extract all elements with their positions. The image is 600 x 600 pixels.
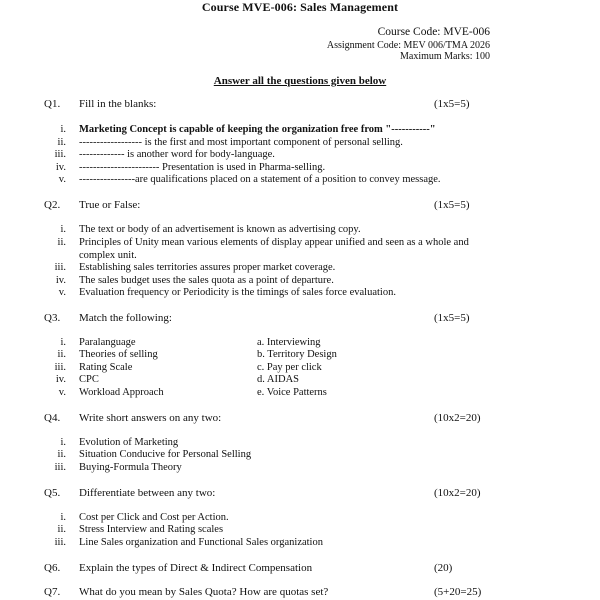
- item-number: i.: [60, 512, 66, 523]
- item-text: ------------------ is the first and most important component of personal selling.: [79, 137, 403, 148]
- item-text: ------------- is another word for body-language.: [79, 149, 275, 160]
- item-text: Evaluation frequency or Periodicity is the timings of sales force evaluation.: [79, 287, 396, 298]
- item-number: ii.: [57, 449, 66, 460]
- item-text: Theories of selling: [79, 349, 158, 360]
- question-4: [44, 412, 564, 426]
- question-marks: (1x5=5): [434, 312, 470, 324]
- item-text: Workload Approach: [79, 387, 164, 398]
- item-number: i.: [60, 224, 66, 235]
- question-marks: (5+20=25): [434, 586, 482, 598]
- item-number: v.: [58, 174, 66, 185]
- item-number: iii.: [54, 537, 66, 548]
- item-number: iii.: [54, 362, 66, 373]
- question-number: Q3.: [44, 312, 61, 324]
- question-number: Q5.: [44, 487, 61, 499]
- item-number: iv.: [55, 374, 66, 385]
- item-text: ----------------are qualifications placed on a statement of a position to convey message.: [79, 174, 441, 185]
- question-text: Explain the types of Direct & Indirect Compensation: [79, 562, 313, 574]
- question-1: [44, 98, 564, 112]
- question-7: [44, 586, 564, 600]
- question-text: Differentiate between any two:: [79, 487, 216, 499]
- item-text: Establishing sales territories assures proper market coverage.: [79, 262, 336, 273]
- question-number: Q2.: [44, 199, 61, 211]
- match-option: a. Interviewing: [257, 337, 321, 348]
- question-text: Match the following:: [79, 312, 172, 324]
- question-number: Q6.: [44, 562, 61, 574]
- item-number: v.: [58, 387, 66, 398]
- match-option: b. Territory Design: [257, 349, 337, 360]
- match-option: e. Voice Patterns: [257, 387, 327, 398]
- item-number: iii.: [54, 262, 66, 273]
- item-text: Rating Scale: [79, 362, 133, 373]
- instruction-heading: Answer all the questions given below: [213, 75, 387, 87]
- question-2: [44, 199, 564, 213]
- item-number: i.: [60, 124, 66, 135]
- question-6: [44, 562, 564, 576]
- match-option: d. AIDAS: [257, 374, 300, 385]
- question-number: Q7.: [44, 586, 61, 598]
- item-number: iii.: [54, 149, 66, 160]
- item-number: ii.: [57, 524, 66, 535]
- item-text: Marketing Concept is capable of keeping the organization free from "-----------": [79, 124, 436, 135]
- question-text: True or False:: [79, 199, 141, 211]
- question-marks: (10x2=20): [434, 412, 481, 424]
- item-number: iii.: [54, 462, 66, 473]
- item-text: Stress Interview and Rating scales: [79, 524, 224, 535]
- item-number: i.: [60, 437, 66, 448]
- item-text: CPC: [79, 374, 99, 385]
- item-text: Paralanguage: [79, 337, 136, 348]
- question-number: Q4.: [44, 412, 61, 424]
- maximum-marks: Maximum Marks: 100: [400, 51, 490, 62]
- question-text: What do you mean by Sales Quota? How are quotas set?: [79, 586, 329, 598]
- item-text: The text or body of an advertisement is known as advertising copy.: [79, 224, 361, 235]
- item-text: ----------------------- Presentation is used in Pharma-selling.: [79, 162, 326, 173]
- item-number: ii.: [57, 237, 66, 248]
- item-number: v.: [58, 287, 66, 298]
- course-title: Course MVE-006: Sales Management: [201, 0, 399, 14]
- item-text: Principles of Unity mean various elements of display appear unified and seen as a whole and complex unit.: [79, 237, 469, 261]
- item-number: i.: [60, 337, 66, 348]
- question-marks: (1x5=5): [434, 199, 470, 211]
- item-number: iv.: [55, 275, 66, 286]
- question-number: Q1.: [44, 98, 61, 110]
- question-5: [44, 487, 564, 501]
- item-text: Situation Conducive for Personal Selling: [79, 449, 252, 460]
- item-number: iv.: [55, 162, 66, 173]
- course-code: Course Code: MVE-006: [377, 26, 490, 38]
- question-text: Fill in the blanks:: [79, 98, 157, 110]
- question-marks: (20): [434, 562, 453, 574]
- match-option: c. Pay per click: [257, 362, 322, 373]
- question-text: Write short answers on any two:: [79, 412, 222, 424]
- item-text: Line Sales organization and Functional Sales organization: [79, 537, 323, 548]
- question-marks: (1x5=5): [434, 98, 470, 110]
- item-text: Buying-Formula Theory: [79, 462, 182, 473]
- question-3: [44, 312, 564, 326]
- assignment-code: Assignment Code: MEV 006/TMA 2026: [326, 40, 490, 51]
- item-text: Cost per Click and Cost per Action.: [79, 512, 229, 523]
- item-text: Evolution of Marketing: [79, 437, 179, 448]
- item-text: The sales budget uses the sales quota as a point of departure.: [79, 275, 334, 286]
- item-number: ii.: [57, 349, 66, 360]
- question-marks: (10x2=20): [434, 487, 481, 499]
- item-number: ii.: [57, 137, 66, 148]
